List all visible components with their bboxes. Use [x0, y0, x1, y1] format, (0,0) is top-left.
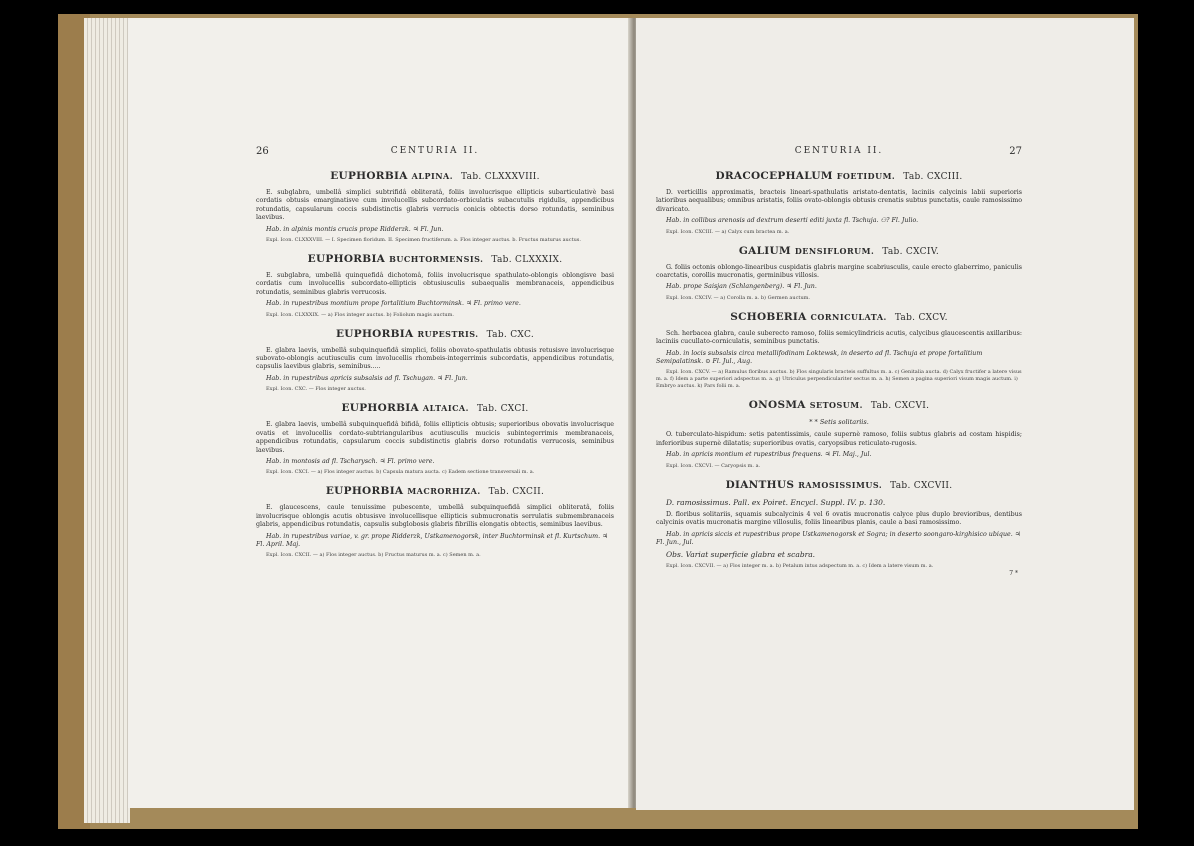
plate-number: Tab. CXCVI.: [870, 401, 930, 412]
diagnosis: D. floribus solitariis, squamis subcalycinis 4 vel 6 ovatis mucronatis calyce plus duplo brevioribus, dentibus calycinis ovatis mucronatis margine villosulis, foliis linearibus planis, caule a basi ramosissimo.: [656, 510, 1022, 527]
right-page-number: 27: [1009, 146, 1022, 157]
entry-title: [656, 245, 1022, 257]
plate-explanation: Expl. Icon. CXCV. — a) Ramulus floribus auctus. b) Flos singularis bracteis suffultus m. a. c) Genitalia aucta. d) Calyx fructifer a latere visus m. a. f) Idem a parte superiori adspectus m. a. g) Utriculus perpendiculariter sectus m. a. h) Semen a pagina superiori visum magis auctum. i) Embryo auctus. k) Pars folii m. a.: [656, 369, 1022, 390]
habitat: Hab. in apricis montium et rupestribus frequens. ♃ Fl. Maj., Jul.: [666, 451, 872, 459]
subsection-heading: * * Setis solitariis.: [809, 418, 869, 427]
habitat: Hab. in rupestribus apricis subsalsis ad fl. Tschugan. ♃ Fl. Jun.: [266, 374, 468, 382]
entry-title: [256, 485, 614, 497]
epithet: ALTAICA.: [422, 403, 469, 414]
left-running-head: CENTURIA II.: [390, 146, 480, 156]
entry-galium-densiflorum: [656, 245, 1022, 302]
genus: DRACOCEPHALUM: [715, 170, 833, 182]
plate-explanation: Expl. Icon. CXCII. — a) Flos integer auctus. b) Fructus maturus m. a. c) Semen m. a.: [266, 552, 481, 559]
entry-euphorbia-rupestris: [256, 328, 614, 394]
habitat: Hab. in apricis siccis et rupestribus prope Ustkamenogorsk et Sogra; in deserto soongaro-kirghisico ubique. ♃ Fl. Jun., Jul.: [656, 530, 1021, 546]
epithet: BUCHTORMENSIS.: [389, 254, 484, 265]
entry-dianthus-ramosissimus: [656, 479, 1022, 578]
left-page-number: 26: [256, 146, 269, 157]
plate-number: Tab. CXCI.: [476, 404, 529, 415]
habitat: Hab. in locis subsalsis circa metallifodinam Loktewsk, in deserto ad fl. Tschuja et prope fortalitium Semipalatinsk. ⊙ Fl. Jul., Aug.: [656, 349, 983, 366]
diagnosis: G. foliis octonis oblongo-linearibus cuspidatis glabris margine scabriusculis, caule erecto glaberrimo, paniculis coarctatis, corollis mucronatis, germinibus villosis.: [656, 263, 1022, 280]
plate-number: Tab. CXCV.: [894, 312, 948, 323]
genus: SCHOBERIA: [730, 310, 807, 323]
diagnosis: E. subglabra, umbellâ simplici subtrifidâ obliteratâ, foliis involucrisque ellipticis subarticulativè basi cordatis obtusis emarginatisve cum involucellis subcordato-orbiculatis subacutulis rigidulis, appendicibus rotundatis, capsularum coccis subdistinctis glabris verrucis conicis obtectis dorso rotundatis, seminibus laevibus.: [256, 189, 614, 222]
entry-title: [656, 170, 1022, 182]
epithet: DENSIFLORUM.: [794, 245, 875, 256]
plate-number: Tab. CXC.: [486, 329, 534, 340]
plate-explanation: Expl. Icon. CLXXXIX. — a) Flos integer auctus. b) Foliolum magis auctum.: [266, 311, 454, 318]
entry-euphorbia-macrorhiza: [256, 485, 614, 559]
plate-explanation: Expl. Icon. CXCIV. — a) Corolla m. a. b) Germen auctum.: [666, 294, 810, 301]
genus: EUPHORBIA: [307, 253, 386, 266]
epithet: FOETIDUM.: [836, 171, 896, 181]
genus: EUPHORBIA: [341, 402, 419, 415]
entry-euphorbia-alpina: [256, 170, 614, 244]
right-page-header: [656, 146, 1022, 160]
epithet: RAMOSISSIMUS.: [798, 479, 883, 490]
epithet: SETOSUM.: [809, 400, 863, 411]
genus: EUPHORBIA: [330, 170, 408, 182]
entry-title: [256, 170, 614, 182]
diagnosis: O. tuberculato-hispidum: setis patentissimis, caule supernè ramoso, foliis subtus glabris ad costam hispidis; inferioribus supernè dilatatis; superioribus ovatis, caryopsibus reticulato-rugosis.: [656, 431, 1022, 447]
genus: EUPHORBIA: [325, 485, 404, 498]
habitat: Hab. in rupestribus montium prope fortalitium Buchtorminsk. ♃ Fl. primo vere.: [266, 300, 521, 308]
plate-number: Tab. CLXXXVIII.: [461, 172, 540, 182]
habitat: Hab. in rupestribus variae, v. gr. prope Ridderzk, Ustkamenogorsk, inter Buchtorminsk et fl. Kurtschum. ♃ Fl. April. Maj.: [256, 532, 608, 548]
page-edges: [84, 18, 130, 823]
signature-mark: 7 *: [1009, 570, 1018, 578]
plate-number: Tab. CXCII.: [488, 487, 545, 498]
plate-explanation: Expl. Icon. CLXXXVIII. — I. Specimen floridum. II. Specimen fructiferum. a. Flos integer auctus. b. Fructus maturus auctus.: [266, 237, 581, 244]
epithet: MACRORHIZA.: [407, 486, 481, 497]
left-page: [128, 18, 632, 808]
plate-explanation: Expl. Icon. CXC. — Flos integer auctus.: [266, 386, 366, 393]
diagnosis: E. glaucescens, caule tenuissime pubescente, umbellâ subquinquefidâ simplici obliteratâ, foliis involucrisque oblongis acutis obtusisve involucellisque ellipticis submucronatis serrulatis submembranaceis glabris, appendicibus rotundatis, capsulis subglobosis glabris fibrillis elongatis obtectis, seminibus laevibus.: [256, 504, 614, 529]
plate-number: Tab. CXCIII.: [903, 172, 963, 182]
genus: EUPHORBIA: [335, 327, 414, 340]
plate-explanation: Expl. Icon. CXCI. — a) Flos integer auctus. b) Capsula matura aucta. c) Eadem sectione transversali m. a.: [266, 469, 535, 476]
right-page: [636, 18, 1134, 810]
entry-title: [256, 402, 614, 414]
diagnosis: Sch. herbacea glabra, caule suberecto ramoso, foliis semicylindricis acutis, calycibus glaucescentis axillaribus: laciniis cucullato-corniculatis, seminibus punctatis.: [656, 329, 1022, 346]
entry-title: [656, 311, 1022, 323]
entry-schoberia-corniculata: [656, 311, 1022, 391]
habitat: Hab. in alpinis montis crucis prope Ridderzk. ♃ Fl. Jun.: [266, 225, 444, 233]
entry-euphorbia-altaica: [256, 402, 614, 476]
observation: Obs. Variat superficie glabra et scabra.: [666, 550, 816, 560]
epithet: RUPESTRIS.: [417, 328, 479, 339]
plate-explanation: Expl. Icon. CXCIII. — a) Calyx cum bractea m. a.: [666, 228, 790, 235]
genus: DIANTHUS: [725, 478, 795, 491]
habitat: Hab. in montosis ad fl. Tscharysch. ♃ Fl. primo vere.: [266, 457, 435, 465]
plate-explanation: Expl. Icon. CXCVI. — Caryopsis m. a.: [666, 462, 761, 469]
genus: ONOSMA: [748, 399, 806, 412]
entry-title: [656, 399, 1022, 411]
right-running-head: CENTURIA II.: [794, 146, 884, 156]
plate-number: Tab. CXCVII.: [890, 480, 953, 491]
epithet: ALPINA.: [411, 171, 454, 181]
entry-title: [256, 328, 614, 340]
diagnosis: D. verticillis approximatis, bracteis lineari-spathulatis aristato-dentatis, laciniis calycinis labii superioris latioribus aequalibus; omnibus aristatis, foliis ovato-oblongis obtusis crenatis subtus punctatis, caule ramosissimo divaricato.: [656, 189, 1022, 213]
entry-dracocephalum-foetidum: [656, 170, 1022, 236]
entry-title: [256, 253, 614, 265]
plate-explanation: Expl. Icon. CXCVII. — a) Flos integer m. a. b) Petalum intus adspectum m. a. c) Idem a latere visum m. a.: [666, 563, 934, 570]
entry-onosma-setosum: [656, 399, 1022, 469]
left-page-header: [256, 146, 614, 160]
plate-number: Tab. CLXXXIX.: [491, 255, 563, 266]
habitat: Hab. in collibus arenosis ad dextrum deserti editi juxta fl. Tschuja. ⚇? Fl. Julio.: [666, 217, 919, 225]
epithet: CORNICULATA.: [810, 311, 887, 322]
plate-number: Tab. CXCIV.: [882, 246, 940, 257]
entry-title: [656, 479, 1022, 491]
habitat: Hab. prope Saisjan (Schlangenberg). ♃ Fl. Jun.: [666, 283, 817, 291]
genus: GALIUM: [738, 244, 791, 257]
entry-euphorbia-buchtormensis: [256, 253, 614, 319]
diagnosis: E. glabra laevis, umbellâ subquinquefidâ simplici, foliis obovato-spathulatis obtusis retusisve involucrisque subovato-oblongis acutiusculis cum involucellis rhombeis-integerrimis subcordatis, appendicibus rotundatis, capsulis laevibus glabris, seminibus.....: [256, 346, 614, 371]
diagnosis: E. glabra laevis, umbellâ subquinquefidâ bifidâ, foliis ellipticis obtusis; superioribus obovatis involucrisque ovatis et involucellis cordato-subtriangularibus acutiusculis mucicis subintegerrimis membranaceis, appendicibus rotundatis, capsularum coccis subdistinctis glabris dorso rotundatis verrucosis, seminibus laevibus.: [256, 421, 614, 454]
synonym: D. ramosissimus. Pall. ex Poiret. Encycl. Suppl. IV. p. 130.: [666, 497, 886, 507]
diagnosis: E. subglabra, umbellâ quinquefidâ dichotomâ, foliis involucrisque spathulato-oblongis oblongisve basi cordatis cum involucellis subcordato-ellipticis obtusiusculis subaequalis membranaceis, appendicibus rotundatis, seminibus glabris verrucosis.: [256, 272, 614, 296]
